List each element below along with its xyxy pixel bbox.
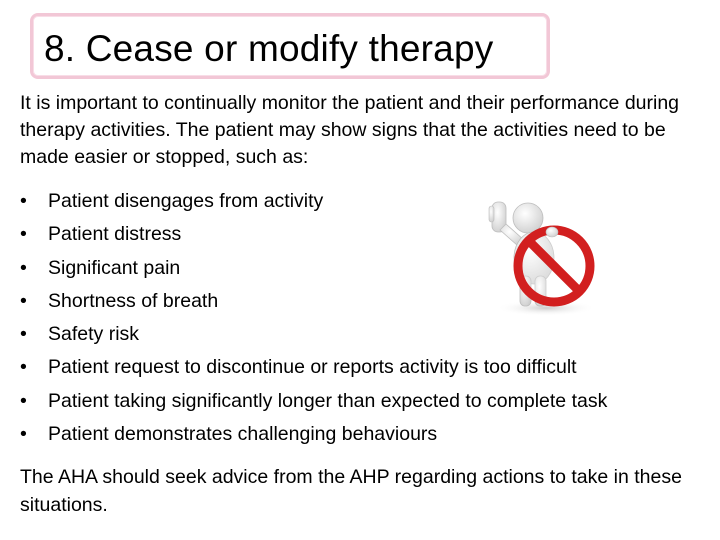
slide-title: 8. Cease or modify therapy: [44, 28, 494, 69]
list-item: [20, 318, 710, 351]
list-item: [20, 418, 710, 451]
stop-figure-icon: [474, 190, 614, 320]
title-box: [30, 13, 550, 79]
list-item: [20, 385, 710, 418]
bullet-text: Shortness of breath: [48, 289, 219, 312]
bullet-dot: •: [20, 190, 27, 212]
bullet-text: Safety risk: [48, 323, 140, 346]
bullet-dot: •: [20, 356, 27, 379]
list-item: [20, 351, 710, 384]
bullet-dot: •: [20, 256, 27, 279]
bullet-text: Patient taking significantly longer than expected to complete task: [48, 389, 608, 412]
closing-paragraph: The AHA should seek advice from the AHP regarding actions to take in these situations.: [20, 466, 682, 516]
bullet-text: Significant pain: [48, 256, 181, 279]
bullet-dot: •: [20, 423, 27, 446]
bullet-text: Patient disengages from activity: [48, 190, 324, 212]
bullet-text: Patient request to discontinue or reports activity is too difficult: [48, 356, 577, 379]
bullet-text: Patient demonstrates challenging behaviours: [48, 423, 438, 446]
bullet-text: Patient distress: [48, 223, 182, 246]
intro-paragraph: It is important to continually monitor the patient and their performance during therapy activities. The patient may show signs that the activities need to be made easier or stopped, such as:: [20, 92, 680, 168]
stop-figure-illustration: [474, 190, 614, 320]
bullet-dot: •: [20, 289, 27, 312]
bullet-dot: •: [20, 389, 27, 412]
bullet-dot: •: [20, 223, 27, 246]
bullet-dot: •: [20, 323, 27, 346]
